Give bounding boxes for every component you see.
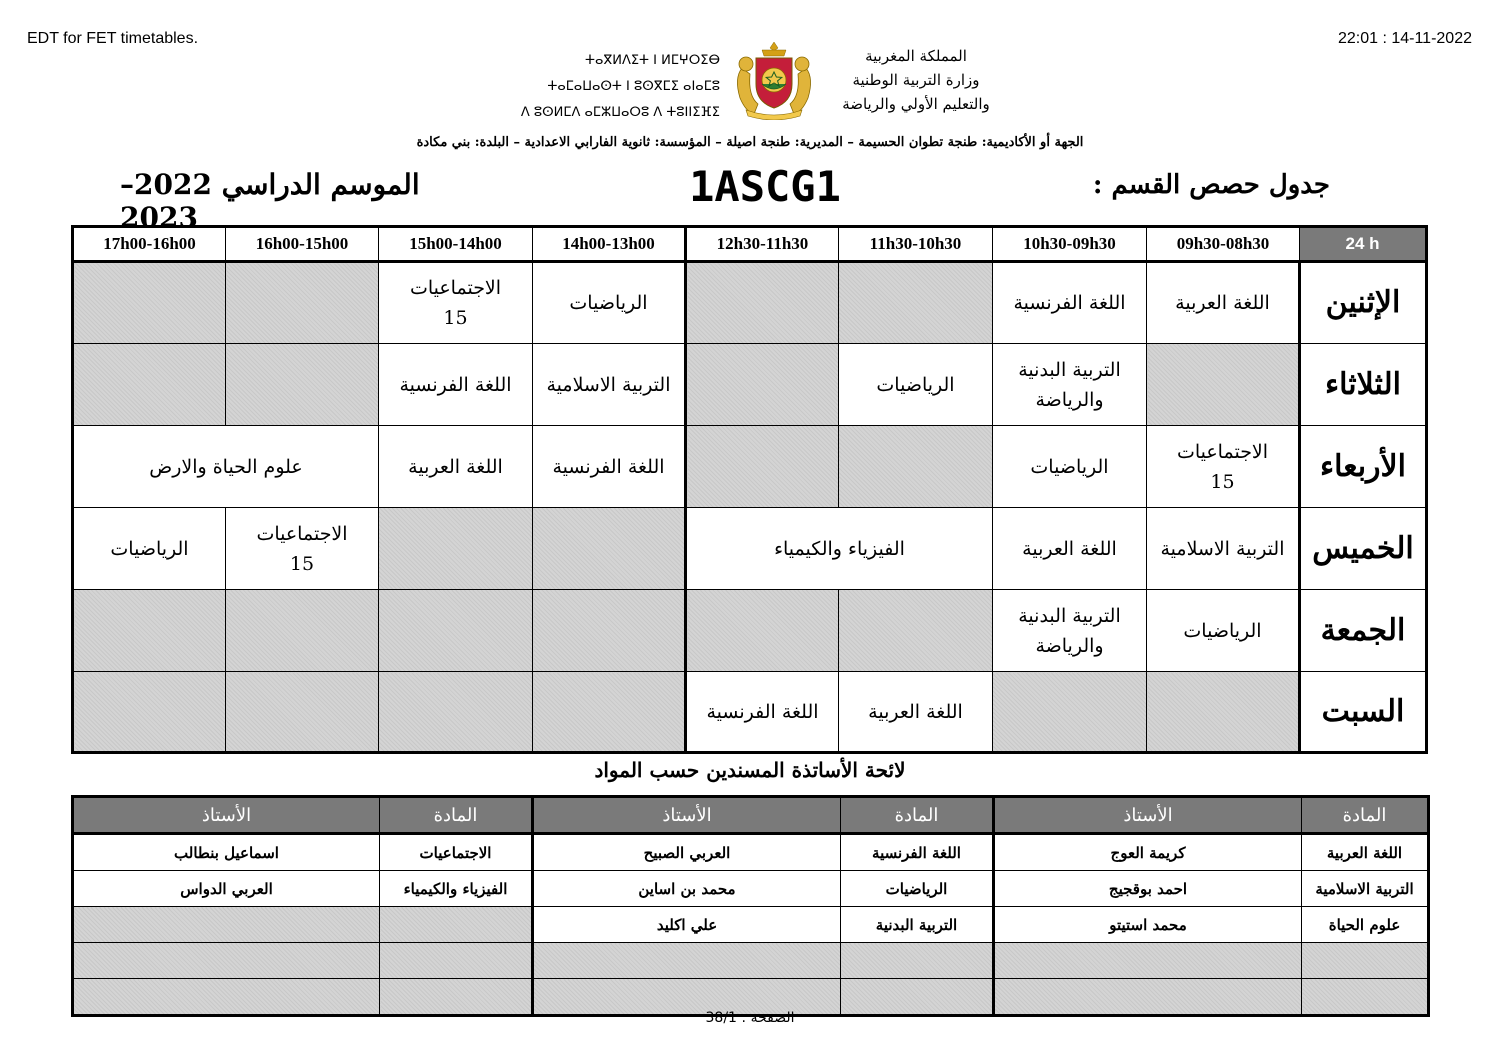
coat-of-arms-icon xyxy=(724,40,824,120)
timetable-day-row xyxy=(73,262,1427,344)
empty-cell xyxy=(73,979,380,1016)
tifinagh-org-name xyxy=(470,48,720,126)
day-label: الإثنين xyxy=(1300,262,1427,344)
lesson-subject: اللغة الفرنسية xyxy=(706,700,819,723)
lesson-cell xyxy=(73,426,379,508)
teachers-row xyxy=(73,943,1429,979)
subject-name: اللغة العربية xyxy=(1302,834,1429,871)
lesson-cell xyxy=(993,426,1147,508)
lesson-cell xyxy=(993,344,1147,426)
lesson-subject: اللغة العربية xyxy=(1175,292,1270,314)
empty-slot xyxy=(686,344,839,426)
empty-slot xyxy=(839,426,993,508)
teacher-name: كريمة العوج xyxy=(994,834,1302,871)
tifinagh-line: ⵜⴰⴳⵍⴷⵉⵜ ⵏ ⵍⵎⵖⵔⵉⴱ xyxy=(584,53,720,68)
lesson-subject: الاجتماعيات xyxy=(409,277,502,299)
subject-name: التربية البدنية xyxy=(841,907,994,943)
lesson-subject: الرياضيات xyxy=(1183,619,1262,642)
lesson-cell xyxy=(686,672,839,753)
empty-slot xyxy=(379,672,533,753)
time-slot-header: 14h00-13h00 xyxy=(533,227,686,262)
time-slot-header: 09h30-08h30 xyxy=(1147,227,1300,262)
time-slot-header: 15h00-14h00 xyxy=(379,227,533,262)
empty-slot xyxy=(686,262,839,344)
subject-column-header: المادة xyxy=(1302,797,1429,834)
lesson-cell xyxy=(379,344,533,426)
teacher-name: محمد بن اساين xyxy=(533,871,841,907)
class-label: جدول حصص القسم : xyxy=(1092,170,1330,200)
timetable-day-row xyxy=(73,672,1427,753)
teacher-name: احمد بوقجيج xyxy=(994,871,1302,907)
org-line: وزارة التربية الوطنية xyxy=(852,71,980,89)
lesson-cell xyxy=(686,508,993,590)
lesson-cell xyxy=(73,508,226,590)
empty-cell xyxy=(380,907,533,943)
class-code: 1ASCG1 xyxy=(689,162,841,211)
teacher-name: العربي الصبيح xyxy=(533,834,841,871)
lesson-subject: الاجتماعيات xyxy=(256,522,348,545)
subject-name: الرياضيات xyxy=(841,871,994,907)
empty-slot xyxy=(533,590,686,672)
lesson-cell xyxy=(533,262,686,344)
empty-slot xyxy=(226,672,379,753)
empty-slot xyxy=(839,262,993,344)
lesson-subject: اللغة العربية xyxy=(868,700,963,723)
subject-name: الاجتماعيات xyxy=(380,834,533,871)
subject-column-header: المادة xyxy=(841,797,994,834)
teachers-row xyxy=(73,834,1429,871)
teachers-list-title: لائحة الأساتذة المسندين حسب المواد xyxy=(594,758,906,782)
teacher-column-header: الأستاذ xyxy=(73,797,380,834)
lesson-subject: اللغة العربية xyxy=(1022,537,1117,560)
lesson-subject: الفيزياء والكيمياء xyxy=(774,537,905,560)
empty-slot xyxy=(226,590,379,672)
lesson-subject: اللغة الفرنسية xyxy=(399,373,512,396)
generated-datetime: 22:01 : 14-11-2022 xyxy=(1337,30,1472,47)
empty-slot xyxy=(839,590,993,672)
time-slot-header: 10h30-09h30 xyxy=(993,227,1147,262)
day-label: الأربعاء xyxy=(1300,426,1427,508)
empty-slot xyxy=(226,262,379,344)
lesson-subject: الاجتماعيات xyxy=(1176,440,1269,463)
empty-slot xyxy=(379,590,533,672)
lesson-cell xyxy=(1147,508,1300,590)
lesson-cell xyxy=(839,672,993,753)
empty-slot xyxy=(686,426,839,508)
day-label: السبت xyxy=(1300,672,1427,753)
time-slot-header: 17h00-16h00 xyxy=(73,227,226,262)
empty-slot xyxy=(1147,344,1300,426)
empty-cell xyxy=(73,907,380,943)
lesson-cell xyxy=(993,262,1147,344)
school-season: الموسم الدراسي 2022–2023 xyxy=(120,168,420,234)
lesson-subject: التربية الاسلامية xyxy=(1160,537,1285,560)
empty-slot xyxy=(73,590,226,672)
lesson-subject: الرياضيات xyxy=(1030,455,1109,478)
teachers-header-row xyxy=(73,797,1429,834)
tifinagh-line: ⵜⴰⵎⴰⵡⴰⵙⵜ ⵏ ⵓⵙⴳⵎⵉ ⴰⵏⴰⵎⵓ xyxy=(547,79,720,94)
empty-slot xyxy=(73,672,226,753)
lesson-subject: الرياضيات xyxy=(876,373,955,396)
empty-cell xyxy=(841,943,994,979)
hours-total: 24 h xyxy=(1300,227,1427,262)
day-label: الثلاثاء xyxy=(1300,344,1427,426)
lesson-room: 15 xyxy=(443,307,468,329)
lesson-room: 15 xyxy=(1210,470,1235,493)
lesson-cell xyxy=(379,262,533,344)
lesson-cell xyxy=(533,426,686,508)
empty-cell xyxy=(1302,943,1429,979)
empty-slot xyxy=(73,344,226,426)
lesson-cell xyxy=(993,590,1147,672)
teacher-column-header: الأستاذ xyxy=(994,797,1302,834)
lesson-room: 15 xyxy=(289,552,315,575)
timetable-day-row xyxy=(73,590,1427,672)
lesson-subject: التربية البدنية والرياضة xyxy=(1018,604,1121,657)
teacher-name: العربي الدواس xyxy=(73,871,380,907)
weekly-timetable xyxy=(71,225,1428,754)
page-number: الصفحة : 38/1 xyxy=(705,1010,795,1026)
teacher-column-header: الأستاذ xyxy=(533,797,841,834)
empty-slot xyxy=(533,508,686,590)
subject-name: اللغة الفرنسية xyxy=(841,834,994,871)
lesson-subject: اللغة الفرنسية xyxy=(552,455,665,478)
org-line: المملكة المغربية xyxy=(865,47,967,65)
empty-slot xyxy=(533,672,686,753)
timetable-day-row xyxy=(73,508,1427,590)
empty-slot xyxy=(686,590,839,672)
empty-slot xyxy=(379,508,533,590)
lesson-subject: اللغة العربية xyxy=(408,455,503,478)
lesson-subject: اللغة الفرنسية xyxy=(1013,292,1126,314)
lesson-subject: الرياضيات xyxy=(569,292,648,314)
app-note: EDT for FET timetables. xyxy=(27,30,199,47)
arabic-org-name xyxy=(826,44,1006,116)
org-line: والتعليم الأولي والرياضة xyxy=(842,95,990,113)
teacher-name: علي اكليد xyxy=(533,907,841,943)
region-line: الجهة أو الأكاديمية: طنجة تطوان الحسيمة – المديرية: طنجة اصيلة – المؤسسة: ثانوية الفارابي الاعدادية – البلدة: بني مكادة xyxy=(416,135,1084,150)
empty-cell xyxy=(1302,979,1429,1016)
empty-cell xyxy=(533,943,841,979)
teachers-row xyxy=(73,907,1429,943)
day-label: الخميس xyxy=(1300,508,1427,590)
time-slot-header: 16h00-15h00 xyxy=(226,227,379,262)
empty-slot xyxy=(1147,672,1300,753)
teachers-list xyxy=(71,795,1430,1017)
empty-cell xyxy=(73,943,380,979)
empty-slot xyxy=(226,344,379,426)
lesson-subject: التربية الاسلامية xyxy=(546,373,671,396)
teachers-row xyxy=(73,871,1429,907)
lesson-subject: الرياضيات xyxy=(110,537,189,560)
lesson-subject: التربية البدنية والرياضة xyxy=(1018,358,1121,411)
timetable-day-row xyxy=(73,426,1427,508)
empty-cell xyxy=(380,943,533,979)
time-slot-header: 11h30-10h30 xyxy=(839,227,993,262)
subject-name: الفيزياء والكيمياء xyxy=(380,871,533,907)
teacher-name: محمد استيتو xyxy=(994,907,1302,943)
lesson-cell xyxy=(1147,426,1300,508)
subject-name: علوم الحياة xyxy=(1302,907,1429,943)
lesson-cell xyxy=(839,344,993,426)
lesson-cell xyxy=(1147,262,1300,344)
empty-slot xyxy=(73,262,226,344)
subject-name: التربية الاسلامية xyxy=(1302,871,1429,907)
empty-cell xyxy=(994,979,1302,1016)
empty-cell xyxy=(380,979,533,1016)
lesson-cell xyxy=(226,508,379,590)
timetable-day-row xyxy=(73,344,1427,426)
day-label: الجمعة xyxy=(1300,590,1427,672)
lesson-cell xyxy=(379,426,533,508)
lesson-cell xyxy=(1147,590,1300,672)
subject-column-header: المادة xyxy=(380,797,533,834)
timetable-header-row xyxy=(73,227,1427,262)
lesson-cell xyxy=(993,508,1147,590)
empty-slot xyxy=(993,672,1147,753)
lesson-cell xyxy=(533,344,686,426)
tifinagh-line: ⴷ ⵓⵙⵍⵎⴷ ⴰⵎⵣⵡⴰⵔⵓ ⴷ ⵜⵓⵏⵏⵉⴼⵉ xyxy=(520,105,720,120)
time-slot-header: 12h30-11h30 xyxy=(686,227,839,262)
teacher-name: اسماعيل بنطالب xyxy=(73,834,380,871)
empty-cell xyxy=(994,943,1302,979)
lesson-subject: علوم الحياة والارض xyxy=(149,455,303,478)
